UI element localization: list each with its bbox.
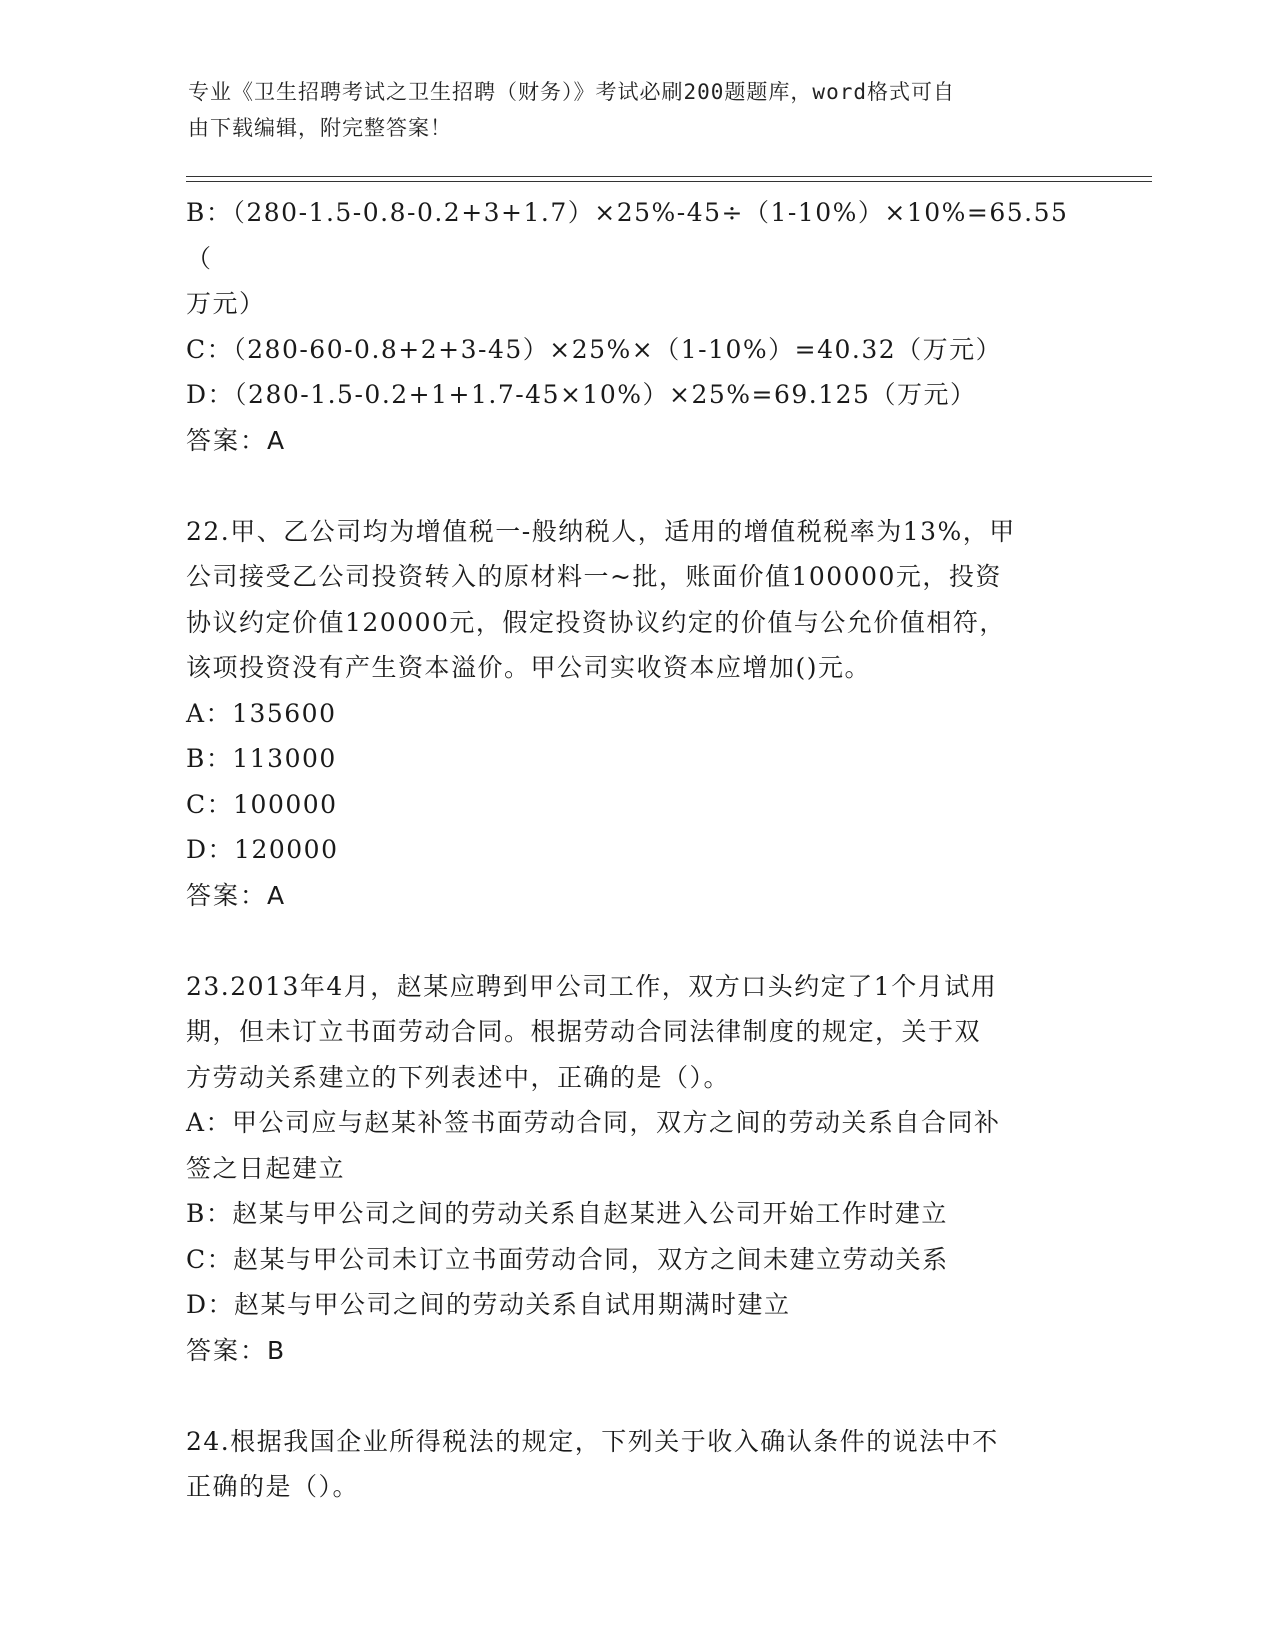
q23-stem-1: 23.2013年4月，赵某应聘到甲公司工作，双方口头约定了1个月试用 xyxy=(186,971,998,1001)
q22-answer: 答案：A xyxy=(186,880,287,910)
header-rule-bottom xyxy=(186,181,1152,182)
q21-option-c: C：（280-60-0.8+2+3-45）×25%×（1-10%）=40.32（万元） xyxy=(186,334,1003,364)
q22-option-b: B：113000 xyxy=(186,744,337,773)
q23-option-a-cont: 签之日起建立 xyxy=(186,1153,346,1183)
q23-option-a: A：甲公司应与赵某补签书面劳动合同，双方之间的劳动关系自合同补 xyxy=(186,1108,1001,1137)
q21-option-b-cont: 万元） xyxy=(186,289,266,318)
q23-stem-2: 期，但未订立书面劳动合同。根据劳动合同法律制度的规定，关于双 xyxy=(186,1017,982,1046)
document-body xyxy=(186,190,1086,1510)
question-21-tail xyxy=(186,190,1086,463)
q22-stem-2: 公司接受乙公司投资转入的原材料一~批，账面价值100000元，投资 xyxy=(186,562,1002,591)
q23-answer: 答案：B xyxy=(186,1335,287,1365)
q23-option-d: D：赵某与甲公司之间的劳动关系自试用期满时建立 xyxy=(186,1290,791,1319)
header-rule-top xyxy=(186,176,1152,177)
q22-stem-3: 协议约定价值120000元，假定投资协议约定的价值与公允价值相符， xyxy=(186,607,1006,637)
question-23 xyxy=(186,964,1086,1374)
q22-option-d: D：120000 xyxy=(186,835,339,864)
q22-option-c: C：100000 xyxy=(186,789,338,819)
page-header xyxy=(188,74,1078,146)
question-22 xyxy=(186,509,1086,919)
q22-stem-1: 22.甲、乙公司均为增值税一-般纳税人，适用的增值税税率为13%，甲 xyxy=(186,516,1016,546)
q24-stem-2: 正确的是（）。 xyxy=(186,1472,360,1501)
q23-option-c: C：赵某与甲公司未订立书面劳动合同，双方之间未建立劳动关系 xyxy=(186,1244,949,1274)
spacer xyxy=(186,1373,1086,1419)
q21-option-d: D：（280-1.5-0.2+1+1.7-45×10%）×25%=69.125（万元） xyxy=(186,380,977,409)
q21-option-b: B：（280-1.5-0.8-0.2+3+1.7）×25%-45÷（1-10%）×10%=65.55（ xyxy=(186,198,1069,273)
q21-answer: 答案：A xyxy=(186,425,287,455)
spacer xyxy=(186,918,1086,964)
q22-option-a: A：135600 xyxy=(186,698,337,728)
header-line-1: 专业《卫生招聘考试之卫生招聘（财务）》考试必刷200题题库，word格式可自 xyxy=(188,80,955,104)
spacer xyxy=(186,463,1086,509)
q24-stem-1: 24.根据我国企业所得税法的规定，下列关于收入确认条件的说法中不 xyxy=(186,1426,999,1456)
header-line-2: 由下载编辑，附完整答案！ xyxy=(188,116,452,140)
q23-option-b: B：赵某与甲公司之间的劳动关系自赵某进入公司开始工作时建立 xyxy=(186,1199,948,1228)
question-24 xyxy=(186,1419,1086,1510)
q23-stem-3: 方劳动关系建立的下列表述中，正确的是（）。 xyxy=(186,1062,731,1092)
q22-stem-4: 该项投资没有产生资本溢价。甲公司实收资本应增加()元。 xyxy=(186,653,872,682)
